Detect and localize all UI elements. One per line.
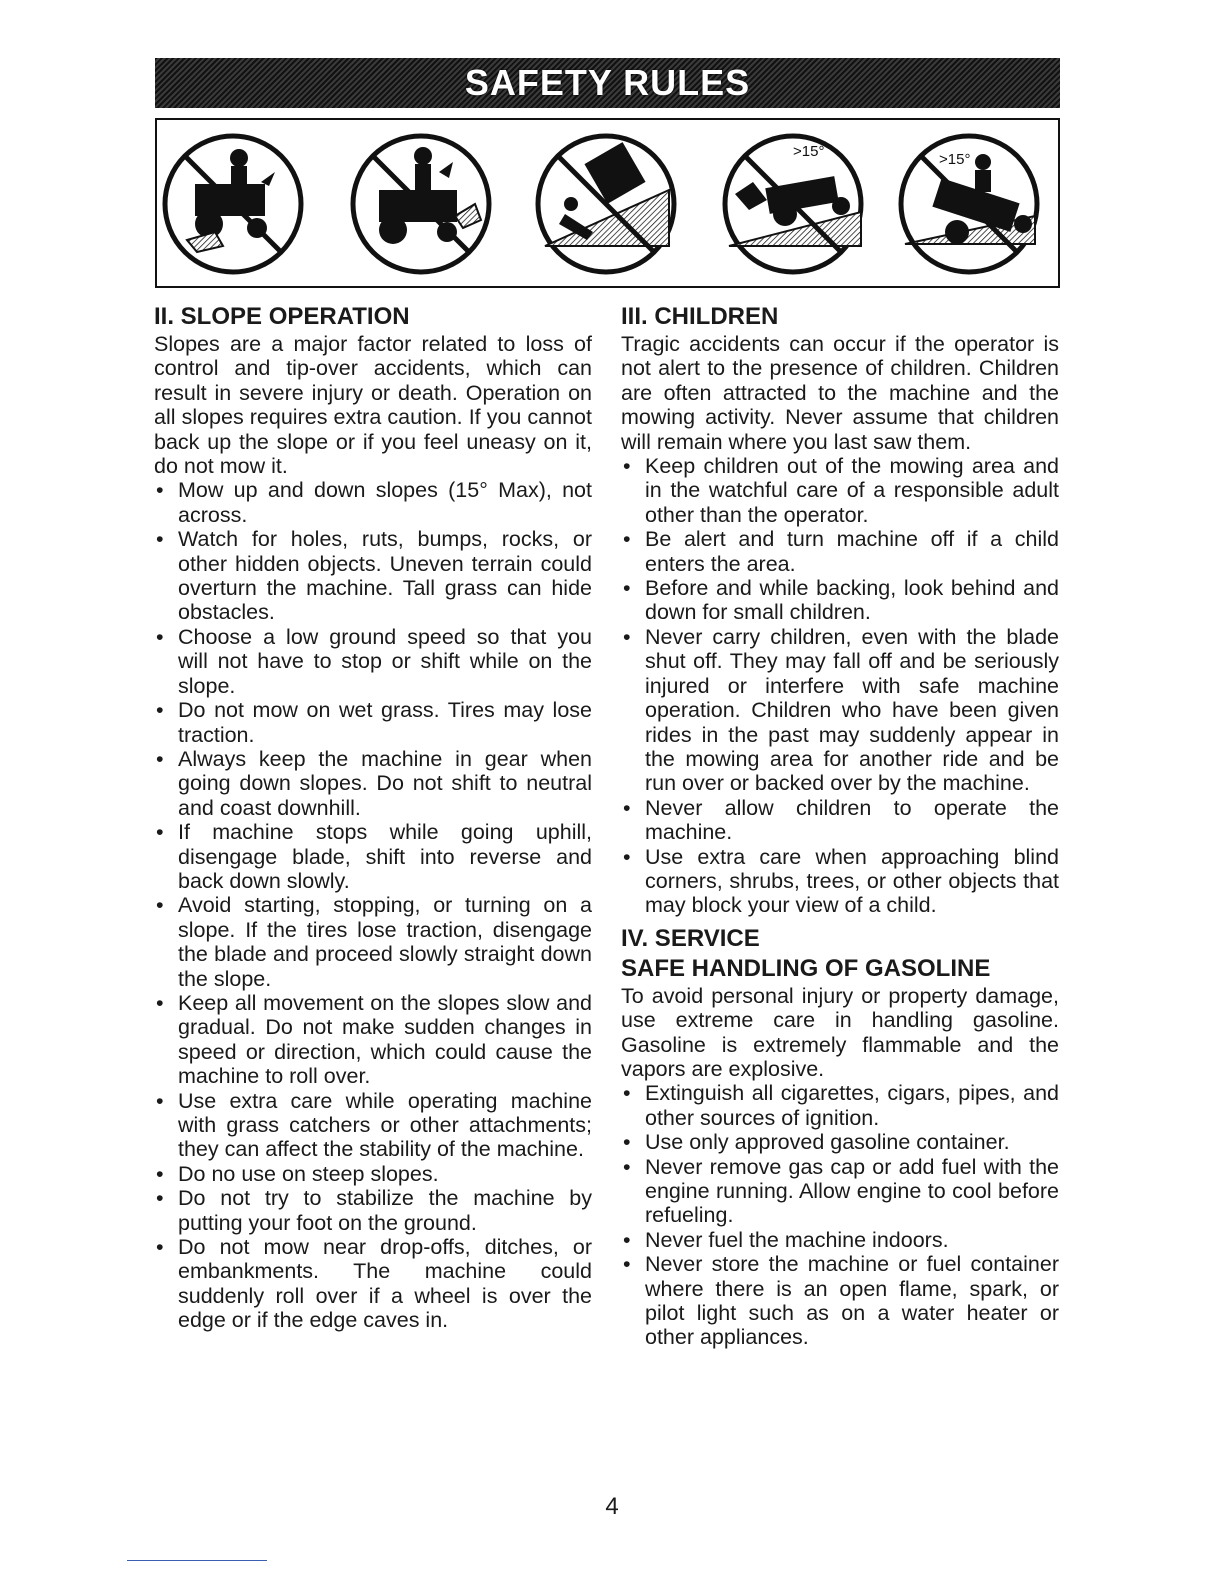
list-item: • Keep children out of the mowing area and in the watchful care of a responsible adult other than the operator. xyxy=(623,454,1059,527)
list-item: • Do no use on steep slopes. xyxy=(156,1161,439,1186)
service-heading: IV. SERVICE xyxy=(621,924,760,952)
slope-max-label: >15° xyxy=(793,143,825,160)
bullet-icon: • xyxy=(623,576,631,601)
list-item: • Avoid starting, stopping, or turning on a slope. If the tires lose traction, disengage the blade and proceed slowly straight down the slope. xyxy=(156,893,592,991)
bullet-icon: • xyxy=(623,624,631,649)
list-item: • Use extra care while operating machine with grass catchers or other attachments; they can affect the stability of the machine. xyxy=(156,1088,592,1162)
bullet-icon: • xyxy=(623,527,631,552)
list-item: • Use extra care when approaching blind corners, shrubs, trees, or other objects that may block your view of a child. xyxy=(623,844,1059,918)
children-intro: Tragic accidents can occur if the operator is not alert to the presence of children. Children are often attracted to the machine and the mowing activity. Never assume that children will remain where you last saw them. xyxy=(621,332,1059,454)
list-item: • If machine stops while going uphill, disengage blade, shift into reverse and back down slowly. xyxy=(156,820,592,893)
bullet-icon: • xyxy=(623,795,631,820)
slope-operation-section xyxy=(154,302,592,1333)
slope-across-label: >15° xyxy=(939,151,971,168)
page-number: 4 xyxy=(605,1493,619,1520)
bullet-icon: • xyxy=(623,844,631,869)
list-item: • Be alert and turn machine off if a child enters the area. xyxy=(623,527,1059,576)
list-item: • Watch for holes, ruts, bumps, rocks, or other hidden objects. Uneven terrain could overturn the machine. Tall grass can hide obstacles. xyxy=(156,527,592,625)
gasoline-subheading: SAFE HANDLING OF GASOLINE xyxy=(621,954,991,982)
list-item: • Do not mow on wet grass. Tires may lose traction. xyxy=(156,698,592,747)
bullet-icon: • xyxy=(623,1130,631,1155)
pictogram-panel xyxy=(155,118,1060,288)
list-item: • Never fuel the machine indoors. xyxy=(623,1227,949,1252)
list-item: • Never store the machine or fuel container where there is an open flame, spark, or pilot light such as on a water heater or other appliances. xyxy=(623,1252,1059,1350)
list-item: • Never carry children, even with the blade shut off. They may fall off and be seriously injured or interfere with safe machine operation. Children who have been given rides in the past may suddenly appear in the mowing area for another ride and be run over or backed over by the machine. xyxy=(623,624,1059,796)
slope-across-icon xyxy=(901,136,1037,272)
bullet-icon: • xyxy=(156,820,164,845)
bullet-icon: • xyxy=(156,527,164,552)
bullet-icon: • xyxy=(156,1235,164,1260)
bullet-icon: • xyxy=(623,1227,631,1252)
list-item: • Use only approved gasoline container. xyxy=(623,1130,1010,1155)
bullet-icon: • xyxy=(156,990,164,1015)
slope-max-icon xyxy=(725,136,861,272)
right-column xyxy=(621,302,1059,1350)
bullet-icon: • xyxy=(623,1081,631,1106)
list-item: • Mow up and down slopes (15° Max), not across. xyxy=(156,478,592,527)
bullet-icon: • xyxy=(156,1161,164,1186)
list-item: • Before and while backing, look behind and down for small children. xyxy=(623,576,1059,625)
slope-operation-heading: II. SLOPE OPERATION xyxy=(154,303,410,330)
no-riders-reverse-icon xyxy=(353,136,489,272)
list-item: • Never allow children to operate the machine. xyxy=(623,795,1059,845)
list-item: • Choose a low ground speed so that you will not have to stop or shift while on the slope. xyxy=(156,624,592,698)
bullet-icon: • xyxy=(623,1154,631,1179)
gasoline-list xyxy=(621,1081,1059,1349)
list-item: • Keep all movement on the slopes slow and gradual. Do not make sudden changes in speed or direction, which could cause the machine to roll over. xyxy=(156,990,592,1089)
list-item: • Do not mow near drop-offs, ditches, or embankments. The machine could suddenly roll over if a wheel is over the edge or if the edge caves in. xyxy=(156,1235,592,1333)
children-list xyxy=(621,454,1059,918)
service-section xyxy=(621,924,1059,1350)
gasoline-intro: To avoid personal injury or property damage, use extreme care in handling gasoline. Gasoline is extremely flammable and the vapors are explosive. xyxy=(621,983,1059,1081)
list-item: • Extinguish all cigarettes, cigars, pipes, and other sources of ignition. xyxy=(623,1081,1059,1130)
children-heading: III. CHILDREN xyxy=(621,303,779,330)
bullet-icon: • xyxy=(156,1088,164,1113)
bullet-icon: • xyxy=(156,893,164,918)
children-section xyxy=(621,302,1059,918)
list-item: • Never remove gas cap or add fuel with the engine running. Allow engine to cool before refueling. xyxy=(623,1154,1059,1228)
list-item: • Do not try to stabilize the machine by putting your foot on the ground. xyxy=(156,1186,592,1235)
bullet-icon: • xyxy=(156,478,164,503)
bullet-icon: • xyxy=(156,1186,164,1211)
tipover-icon xyxy=(538,136,674,272)
bullet-icon: • xyxy=(156,746,164,771)
bullet-icon: • xyxy=(623,454,631,479)
list-item: • Always keep the machine in gear when going down slopes. Do not shift to neutral and coast downhill. xyxy=(156,746,592,820)
footer-divider xyxy=(127,1560,267,1561)
banner-title: SAFETY RULES xyxy=(464,62,751,103)
no-riders-icon xyxy=(165,136,301,272)
bullet-icon: • xyxy=(156,624,164,649)
slope-operation-list xyxy=(154,478,592,1332)
slope-operation-intro: Slopes are a major factor related to loss of control and tip-over accidents, which can result in severe injury or death. Operation on all slopes requires extra caution. If you cannot back up the slope or if you feel uneasy on it, do not mow it. xyxy=(154,332,592,479)
bullet-icon: • xyxy=(623,1252,631,1277)
bullet-icon: • xyxy=(156,698,164,723)
safety-rules-banner xyxy=(155,58,1060,108)
